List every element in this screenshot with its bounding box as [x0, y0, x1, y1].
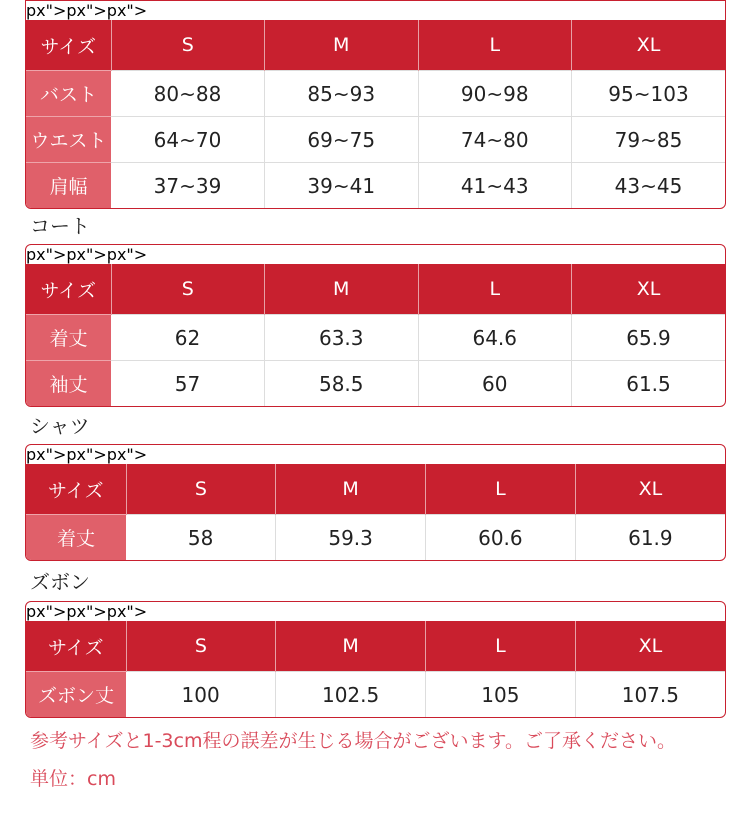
- note-text: 参考サイズと1-3cm程の誤差が生じる場合がございます。ご了承ください。: [30, 730, 676, 752]
- table-cell: 65.9: [572, 315, 726, 361]
- table-cell: 69~75: [265, 117, 419, 163]
- header-cell: M: [276, 464, 426, 515]
- table-cell: 61.9: [575, 515, 725, 561]
- header-row: [26, 20, 725, 71]
- header-row: [26, 464, 725, 515]
- table-cell: 85~93: [265, 71, 419, 117]
- table-cell: 37~39: [111, 163, 265, 209]
- header-cell: S: [126, 621, 276, 672]
- unit-text: 単位：cm: [30, 768, 116, 790]
- header-cell: L: [426, 464, 576, 515]
- table-cell: 102.5: [276, 672, 426, 718]
- header-cell: L: [426, 621, 576, 672]
- section-title: ズボン: [30, 570, 90, 594]
- table-row: [26, 117, 725, 163]
- header-cell: M: [265, 264, 419, 315]
- header-cell: サイズ: [26, 264, 111, 315]
- row-label: ズボン丈: [26, 672, 126, 718]
- table-cell: 62: [111, 315, 265, 361]
- row-label: 着丈: [26, 315, 111, 361]
- header-cell: M: [276, 621, 426, 672]
- row-label: 着丈: [26, 515, 126, 561]
- size-table: px">px">px"> サイズ S M L XL 着丈 58 59.3 60.6 61.9: [25, 444, 726, 561]
- table-cell: 80~88: [111, 71, 265, 117]
- table-row: [26, 515, 725, 561]
- size-table: px">px">px"> サイズ S M L XL 着丈 62 63.3 64.6 65.9 袖丈 57 58.5 60 61.5: [25, 244, 726, 407]
- size-table: px">px">px"> サイズ S M L XL バスト 80~88 85~93 90~98 95~103 ウエスト 64~70 69~75 74~80 79~85 肩幅 37~39 39~41 41~43 43~45: [25, 0, 726, 209]
- table-cell: 43~45: [572, 163, 726, 209]
- header-cell: M: [265, 20, 419, 71]
- header-cell: XL: [572, 20, 726, 71]
- table-cell: 60: [418, 361, 572, 407]
- table-row: [26, 163, 725, 209]
- header-cell: S: [126, 464, 276, 515]
- row-label: 袖丈: [26, 361, 111, 407]
- section-title: コート: [30, 214, 90, 238]
- table-row: [26, 315, 725, 361]
- table-cell: 58.5: [265, 361, 419, 407]
- header-cell: XL: [572, 264, 726, 315]
- table-cell: 60.6: [426, 515, 576, 561]
- row-label: 肩幅: [26, 163, 111, 209]
- table-cell: 64.6: [418, 315, 572, 361]
- table-row: [26, 71, 725, 117]
- table-cell: 95~103: [572, 71, 726, 117]
- table-cell: 79~85: [572, 117, 726, 163]
- table-cell: 105: [426, 672, 576, 718]
- row-label: バスト: [26, 71, 111, 117]
- table-cell: 90~98: [418, 71, 572, 117]
- table-cell: 63.3: [265, 315, 419, 361]
- header-cell: サイズ: [26, 464, 126, 515]
- table-cell: 61.5: [572, 361, 726, 407]
- table-row: [26, 361, 725, 407]
- header-cell: S: [111, 264, 265, 315]
- table-cell: 64~70: [111, 117, 265, 163]
- header-row: [26, 621, 725, 672]
- section-title: シャツ: [30, 414, 90, 438]
- table-cell: 59.3: [276, 515, 426, 561]
- table-cell: 58: [126, 515, 276, 561]
- header-row: [26, 264, 725, 315]
- table-cell: 74~80: [418, 117, 572, 163]
- table-cell: 57: [111, 361, 265, 407]
- size-table: px">px">px"> サイズ S M L XL ズボン丈 100 102.5 105 107.5: [25, 601, 726, 718]
- header-cell: サイズ: [26, 621, 126, 672]
- row-label: ウエスト: [26, 117, 111, 163]
- header-cell: S: [111, 20, 265, 71]
- table-cell: 39~41: [265, 163, 419, 209]
- header-cell: サイズ: [26, 20, 111, 71]
- header-cell: L: [418, 264, 572, 315]
- table-cell: 100: [126, 672, 276, 718]
- table-row: [26, 672, 725, 718]
- header-cell: XL: [575, 621, 725, 672]
- table-cell: 107.5: [575, 672, 725, 718]
- header-cell: XL: [575, 464, 725, 515]
- header-cell: L: [418, 20, 572, 71]
- table-cell: 41~43: [418, 163, 572, 209]
